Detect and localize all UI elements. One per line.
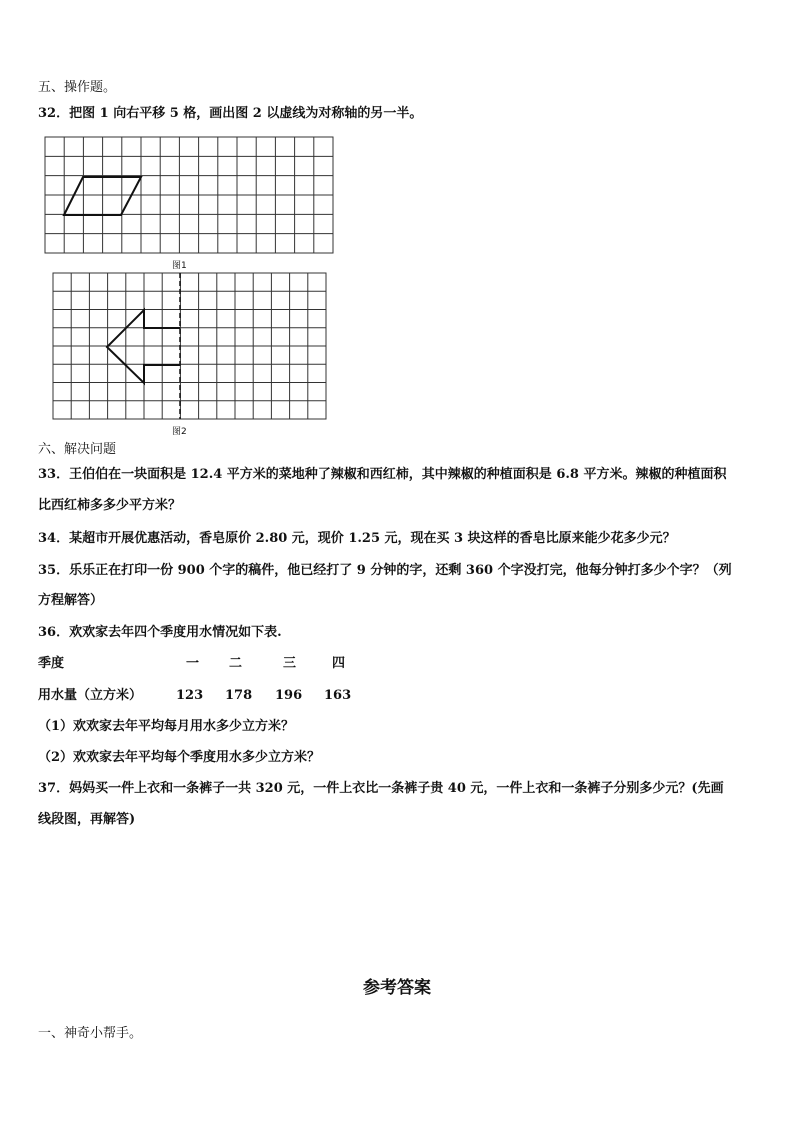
section5-heading: 五、操作题。	[38, 80, 117, 95]
question-36: 36．欢欢家去年四个季度用水情况如下表.	[38, 625, 282, 640]
table-row1-cell: 一	[186, 656, 200, 671]
question-36-part2: （2）欢欢家去年平均每个季度用水多少立方米？	[38, 750, 321, 765]
figure2-grid	[52, 272, 328, 422]
question-36-part1: （1）欢欢家去年平均每月用水多少立方米？	[38, 719, 295, 734]
answers-section1: 一、神奇小帮手。	[38, 1026, 143, 1041]
question-35-line2: 方程解答）	[38, 593, 104, 608]
table-row2-cell: 163	[324, 688, 352, 703]
table-row1-label: 季度	[38, 656, 65, 671]
figure1-grid	[44, 136, 336, 256]
question-33-line1: 33．王伯伯在一块面积是 12.4 平方米的菜地种了辣椒和西红柿，其中辣椒的种植面积是 6.8 平方米。辣椒的种植面积	[38, 467, 727, 482]
question-32: 32．把图 1 向右平移 5 格，画出图 2 以虚线为对称轴的另一半。	[38, 106, 423, 121]
table-row2-cell: 123	[176, 688, 204, 703]
question-37-line2: 线段图，再解答)	[38, 812, 136, 827]
section6-heading: 六、解决问题	[38, 442, 117, 457]
question-37-line1: 37．妈妈买一件上衣和一条裤子一共 320 元，一件上衣比一条裤子贵 40 元，一件上衣和一条裤子分别多少元？(先画	[38, 781, 724, 796]
table-row2-label: 用水量（立方米）	[38, 688, 143, 703]
table-row2-cell: 178	[225, 688, 253, 703]
question-33-line2: 比西红柿多多少平方米？	[38, 498, 182, 513]
figure2-caption: 图2	[172, 427, 187, 437]
figure1-caption: 图1	[172, 261, 187, 271]
table-row2-cell: 196	[275, 688, 303, 703]
table-row1-cell: 二	[229, 656, 243, 671]
table-row1-cell: 四	[332, 656, 346, 671]
question-34: 34．某超市开展优惠活动，香皂原价 2.80 元，现价 1.25 元，现在买 3 块这样的香皂比原来能少花多少元？	[38, 531, 676, 546]
table-row1-cell: 三	[283, 656, 297, 671]
answers-title: 参考答案	[363, 978, 431, 998]
question-35-line1: 35．乐乐正在打印一份 900 个字的稿件，他已经打了 9 分钟的字，还剩 360 个字没打完，他每分钟打多少个字？（列	[38, 563, 732, 578]
